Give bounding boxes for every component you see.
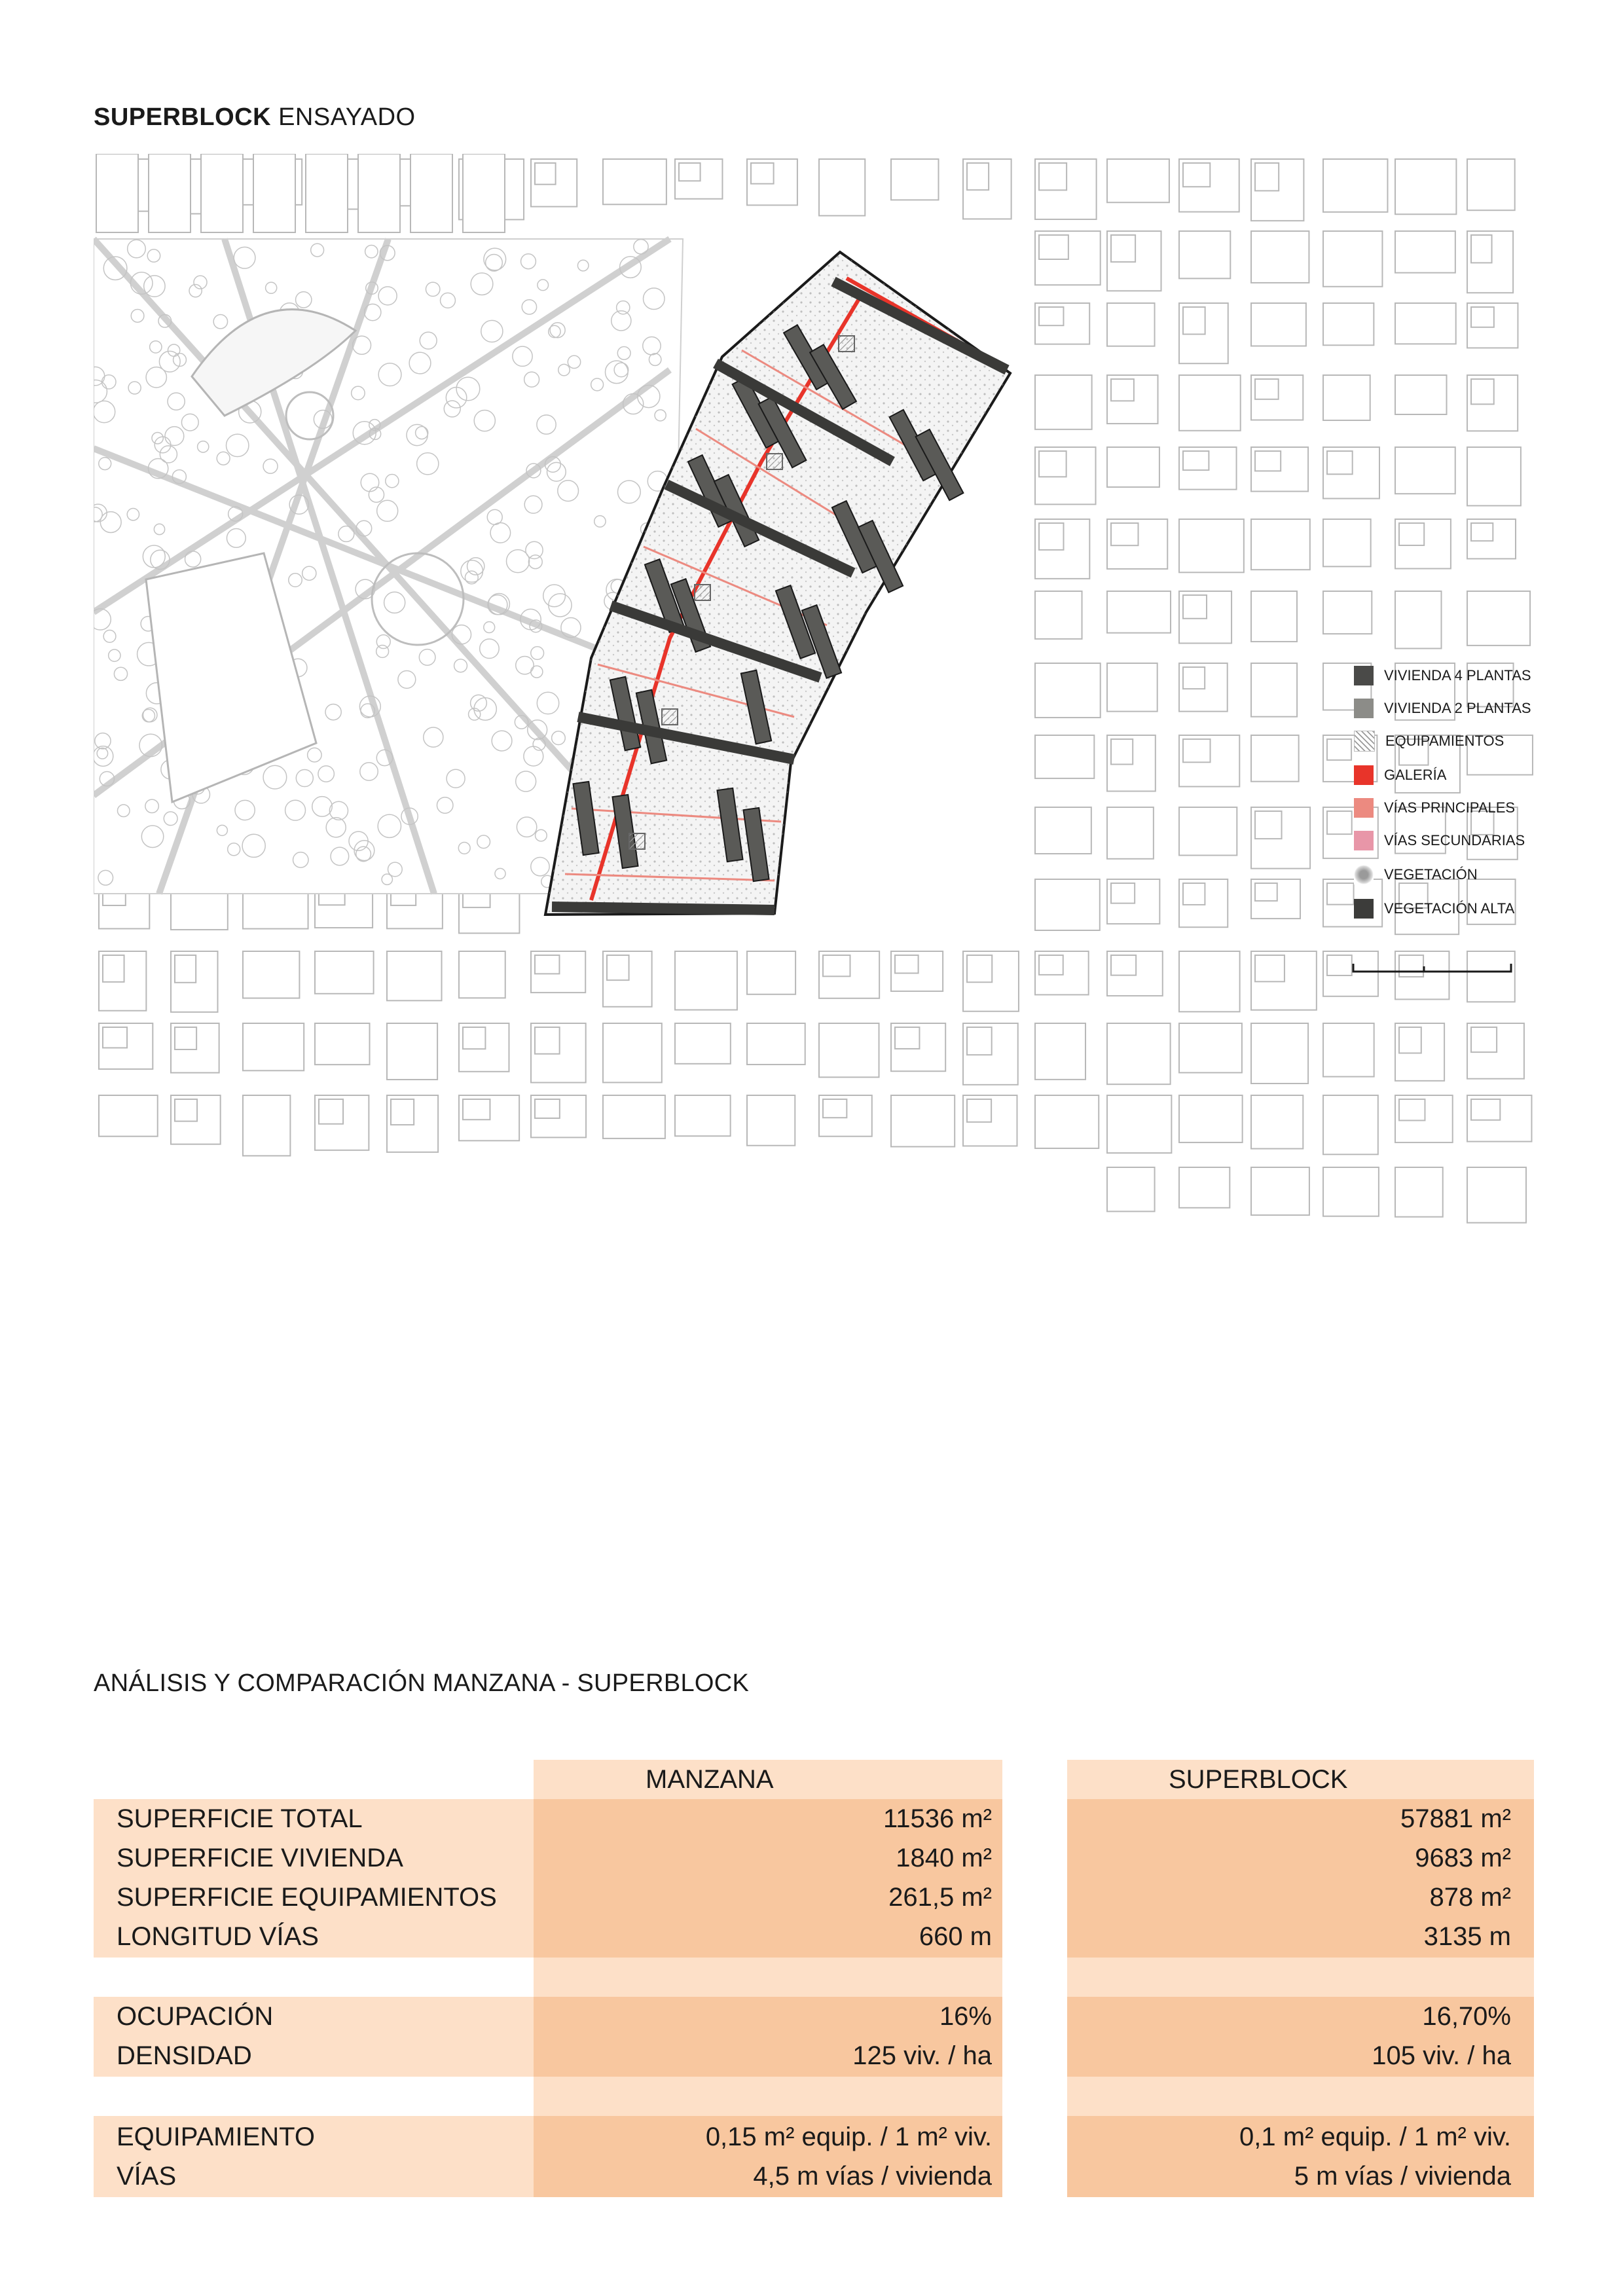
equipment-node — [629, 833, 645, 849]
city-block — [103, 1027, 127, 1048]
city-block — [1183, 163, 1210, 187]
city-block — [1395, 231, 1455, 273]
city-block — [1035, 807, 1091, 854]
city-block — [1107, 447, 1159, 487]
legend-item: VIVIENDA 2 PLANTAS — [1354, 697, 1531, 720]
city-block — [1251, 1167, 1309, 1215]
city-block — [1111, 235, 1135, 262]
city-block — [391, 1099, 414, 1125]
city-block — [1323, 519, 1371, 566]
city-block — [358, 154, 400, 232]
value-manzana: 1840 m² — [896, 1844, 992, 1872]
city-block — [895, 955, 919, 973]
value-superblock: 5 m vías / vivienda — [1294, 2162, 1511, 2191]
legend-item: EQUIPAMIENTOS — [1354, 730, 1504, 752]
city-block — [1251, 735, 1299, 782]
city-block — [1035, 1023, 1085, 1080]
city-block — [1255, 883, 1277, 901]
city-block — [201, 154, 243, 232]
city-block — [1179, 1167, 1230, 1208]
city-block — [1107, 1167, 1155, 1211]
city-block — [1039, 523, 1063, 550]
spacer-band — [534, 1958, 1002, 1997]
value-manzana: 16% — [939, 2002, 992, 2031]
city-block — [1179, 375, 1241, 431]
city-block — [1251, 591, 1297, 642]
scale-bar — [1352, 962, 1512, 975]
city-block — [819, 159, 865, 215]
city-block — [253, 154, 295, 232]
value-manzana: 125 viv. / ha — [852, 2041, 992, 2070]
city-block — [1039, 307, 1063, 325]
city-block — [1251, 303, 1306, 346]
city-block — [1467, 159, 1515, 210]
city-block — [891, 159, 938, 200]
city-block — [175, 1027, 196, 1049]
city-block — [1183, 307, 1205, 334]
value-superblock: 3135 m — [1423, 1922, 1511, 1951]
city-block — [967, 163, 989, 190]
city-block — [1183, 595, 1207, 619]
value-manzana: 261,5 m² — [888, 1883, 992, 1912]
city-block — [1327, 883, 1354, 905]
city-block — [1395, 159, 1456, 214]
legend-item: VIVIENDA 4 PLANTAS — [1354, 665, 1531, 687]
city-block — [607, 955, 629, 980]
city-block — [315, 1023, 370, 1065]
city-block — [1111, 739, 1133, 764]
city-block — [1179, 1095, 1243, 1142]
column-header-manzana: MANZANA — [646, 1765, 774, 1794]
city-block — [823, 955, 850, 976]
city-block — [463, 1027, 485, 1049]
city-block — [1323, 231, 1382, 287]
city-block — [1471, 523, 1493, 541]
site-plan-map — [94, 154, 1534, 1244]
city-block — [1395, 1167, 1443, 1217]
equipment-node — [662, 709, 678, 725]
city-block — [1035, 375, 1092, 429]
city-block — [535, 1099, 560, 1118]
value-superblock: 16,70% — [1422, 2002, 1511, 2031]
row-label: LONGITUD VÍAS — [117, 1922, 319, 1951]
legend-swatch — [1354, 831, 1374, 850]
city-block — [1111, 955, 1136, 975]
city-block — [1255, 451, 1281, 471]
city-block — [175, 1099, 197, 1121]
value-manzana: 660 m — [919, 1922, 992, 1951]
city-block — [1183, 667, 1205, 689]
city-block — [747, 1023, 805, 1065]
city-block — [1251, 1023, 1308, 1084]
value-manzana: 4,5 m vías / vivienda — [753, 2162, 992, 2191]
city-block — [459, 951, 505, 998]
legend-item: VEGETACIÓN — [1354, 864, 1478, 886]
row-label: SUPERFICIE TOTAL — [117, 1804, 363, 1833]
legend-swatch — [1354, 899, 1374, 919]
city-block — [1471, 1099, 1500, 1120]
legend-swatch — [1354, 765, 1374, 785]
city-block — [1107, 591, 1171, 633]
legend-swatch — [1354, 798, 1374, 818]
city-block — [1111, 523, 1139, 545]
city-block — [675, 1023, 731, 1064]
city-block — [1179, 1023, 1242, 1072]
city-block — [1255, 811, 1282, 839]
city-block — [1107, 1095, 1171, 1153]
city-block — [1399, 523, 1424, 545]
legend-swatch — [1354, 699, 1374, 718]
city-block — [1035, 735, 1094, 778]
row-label: EQUIPAMIENTO — [117, 2123, 316, 2151]
city-block — [1323, 303, 1374, 345]
row-label: DENSIDAD — [117, 2041, 252, 2070]
city-block — [1467, 1167, 1526, 1223]
city-block — [1471, 235, 1492, 263]
city-block — [1111, 883, 1135, 903]
city-block — [1467, 447, 1521, 505]
city-block — [747, 1095, 795, 1146]
city-block — [1327, 811, 1352, 834]
column-header-superblock: SUPERBLOCK — [1169, 1765, 1348, 1794]
city-block — [1111, 379, 1134, 401]
city-block — [751, 163, 774, 184]
city-block — [1323, 1167, 1379, 1216]
city-block — [1395, 375, 1447, 414]
city-block — [1035, 591, 1082, 639]
spacer-band — [534, 2077, 1002, 2116]
comparison-table — [94, 1760, 1534, 2212]
city-block — [1467, 951, 1515, 1002]
city-block — [1183, 883, 1205, 905]
city-block — [243, 1095, 290, 1156]
city-block — [1467, 591, 1530, 646]
value-superblock: 105 viv. / ha — [1372, 2041, 1511, 2070]
equipment-node — [695, 585, 710, 600]
city-block — [243, 951, 299, 998]
city-block — [1179, 951, 1240, 1011]
city-block — [747, 951, 795, 994]
city-block — [679, 163, 701, 181]
equipment-node — [839, 336, 854, 352]
city-block — [823, 1099, 847, 1118]
city-block — [1251, 1095, 1303, 1149]
city-block — [1107, 159, 1169, 202]
city-block — [1323, 1095, 1378, 1154]
value-superblock: 9683 m² — [1415, 1844, 1511, 1872]
page-title: SUPERBLOCK ENSAYADO — [94, 103, 416, 131]
city-block — [1183, 451, 1209, 470]
city-block — [1251, 663, 1297, 717]
city-block — [1471, 1027, 1497, 1052]
city-block — [463, 1099, 490, 1120]
city-block — [1251, 231, 1309, 283]
legend-item: VÍAS SECUNDARIAS — [1354, 829, 1525, 852]
city-block — [1327, 451, 1353, 474]
city-block — [535, 1027, 560, 1054]
city-block — [603, 1095, 665, 1139]
city-block — [1035, 663, 1101, 718]
legend-swatch — [1354, 865, 1374, 884]
city-block — [1107, 1023, 1171, 1084]
gallery-building — [552, 907, 775, 910]
city-block — [175, 955, 196, 983]
city-block — [603, 1023, 662, 1082]
city-block — [891, 1095, 955, 1146]
city-block — [967, 1099, 991, 1122]
value-superblock: 57881 m² — [1400, 1804, 1511, 1833]
spacer-band — [1067, 2077, 1534, 2116]
city-block — [387, 1023, 437, 1080]
legend-item: VÍAS PRINCIPALES — [1354, 797, 1515, 819]
city-block — [1251, 519, 1310, 570]
city-block — [99, 1095, 158, 1137]
city-block — [1323, 159, 1387, 212]
city-block — [319, 1099, 343, 1124]
row-label: OCUPACIÓN — [117, 2002, 274, 2031]
city-block — [675, 1095, 731, 1136]
city-block — [1179, 231, 1230, 278]
city-block — [1255, 163, 1279, 191]
city-block — [1039, 451, 1067, 477]
city-block — [675, 951, 737, 1010]
city-block — [1399, 1099, 1425, 1120]
city-block — [410, 154, 452, 232]
row-label: SUPERFICIE VIVIENDA — [117, 1844, 403, 1872]
city-block — [149, 154, 191, 232]
city-block — [315, 951, 374, 994]
city-block — [1395, 303, 1456, 344]
city-block — [1107, 303, 1155, 346]
legend-item: GALERÍA — [1354, 764, 1446, 786]
city-block — [1039, 163, 1067, 190]
city-block — [1107, 807, 1154, 859]
city-block — [96, 154, 138, 232]
city-block — [1183, 739, 1211, 762]
table-title: ANÁLISIS Y COMPARACIÓN MANZANA - SUPERBLOCK — [94, 1669, 750, 1697]
row-label: SUPERFICIE EQUIPAMIENTOS — [117, 1883, 497, 1912]
city-block — [1255, 379, 1279, 399]
city-block — [1039, 235, 1068, 259]
legend-swatch — [1354, 731, 1375, 752]
value-manzana: 0,15 m² equip. / 1 m² viv. — [705, 2123, 992, 2151]
city-block — [103, 955, 124, 982]
city-block — [1107, 663, 1158, 712]
city-block — [535, 163, 556, 185]
city-block — [1179, 519, 1244, 572]
city-block — [1035, 1095, 1099, 1148]
city-block — [1471, 379, 1494, 404]
legend-item: VEGETACIÓN ALTA — [1354, 898, 1514, 920]
value-superblock: 0,1 m² equip. / 1 m² viv. — [1239, 2123, 1511, 2151]
value-manzana: 11536 m² — [883, 1804, 992, 1833]
row-label: VÍAS — [117, 2162, 177, 2191]
city-block — [967, 1027, 992, 1055]
city-block — [819, 1023, 879, 1077]
city-block — [1327, 739, 1351, 760]
legend-swatch — [1354, 666, 1374, 685]
city-block — [535, 955, 559, 974]
city-block — [1327, 955, 1352, 975]
city-block — [895, 1027, 919, 1049]
city-block — [1399, 1027, 1421, 1053]
city-block — [1395, 447, 1455, 494]
city-block — [1323, 1023, 1374, 1077]
city-block — [306, 154, 348, 232]
city-block — [603, 159, 666, 204]
city-block — [463, 154, 505, 232]
city-block — [1323, 591, 1372, 634]
spacer-band — [1067, 1958, 1534, 1997]
city-block — [1323, 375, 1370, 420]
value-superblock: 878 m² — [1429, 1883, 1511, 1912]
city-block — [243, 1023, 304, 1070]
city-block — [1395, 591, 1442, 649]
city-block — [967, 955, 992, 982]
city-block — [1471, 307, 1494, 327]
city-block — [1039, 955, 1063, 975]
city-block — [1035, 879, 1100, 930]
city-block — [387, 951, 442, 1000]
city-block — [1255, 955, 1285, 981]
equipment-node — [767, 454, 782, 469]
city-block — [1179, 807, 1237, 855]
